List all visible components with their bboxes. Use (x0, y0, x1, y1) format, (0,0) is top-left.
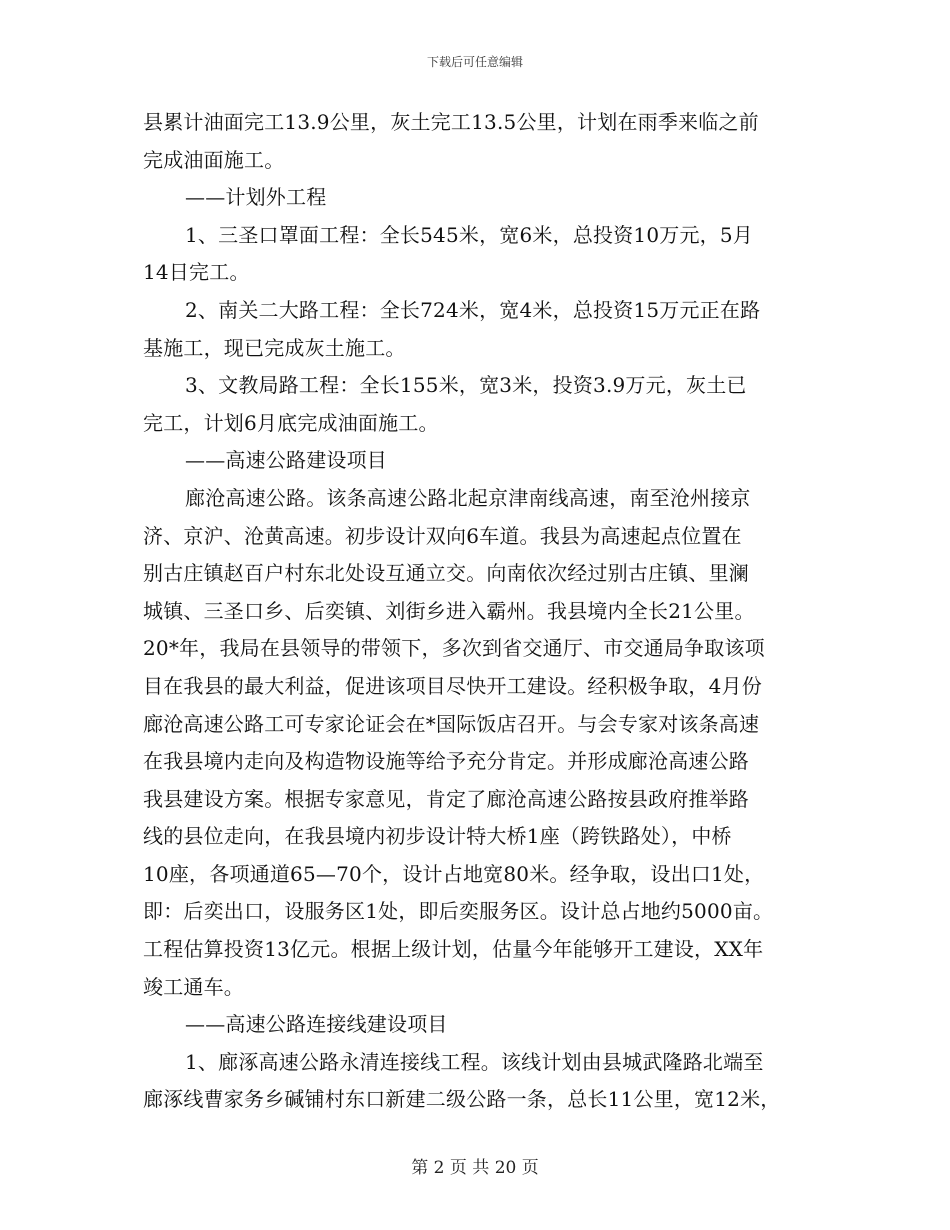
section-heading: ——高速公路连接线建设项目 (185, 1012, 448, 1037)
text-line: 完成油面施工。 (143, 147, 285, 172)
text-line: 1、廊涿高速公路永清连接线工程。该线计划由县城武隆路北端至 (185, 1049, 764, 1074)
text-line: 廊沧高速公路工可专家论证会在*国际饭店召开。与会专家对该条高速 (143, 711, 760, 736)
section-heading: ——高速公路建设项目 (185, 448, 387, 473)
text-line: 2、南关二大路工程：全长724米，宽4米，总投资15万元正在路 (185, 297, 761, 322)
text-line: 竣工通车。 (143, 974, 244, 999)
text-line: 别古庄镇赵百户村东北处设互通立交。向南依次经过别古庄镇、里澜 (143, 561, 749, 586)
text-line: 即：后奕出口，设服务区1处，即后奕服务区。设计总占地约5000亩。 (143, 899, 774, 924)
text-line: 完工，计划6月底完成油面施工。 (143, 410, 439, 435)
text-line: 工程估算投资13亿元。根据上级计划，估量今年能够开工建设，XX年 (143, 937, 764, 962)
page-header: 下载后可任意编辑 (426, 55, 523, 69)
document-body (143, 104, 833, 1119)
text-line: 廊沧高速公路。该条高速公路北起京津南线高速，南至沧州接京 (185, 485, 751, 510)
text-line: 廊涿线曹家务乡碱铺村东口新建二级公路一条，总长11公里，宽12米， (143, 1087, 781, 1112)
text-line: 1、三圣口罩面工程：全长545米，宽6米，总投资10万元，5月 (185, 222, 753, 247)
text-line: 基施工，现已完成灰土施工。 (143, 335, 406, 360)
text-line: 10座，各项通道65—70个，设计占地宽80米。经争取，设出口1处， (143, 861, 765, 886)
text-line: 目在我县的最大利益，促进该项目尽快开工建设。经积极争取，4月份 (143, 673, 762, 698)
text-line: 线的县位走向，在我县境内初步设计特大桥1座（跨铁路处），中桥 (143, 824, 732, 849)
text-line: 14日完工。 (143, 260, 250, 285)
section-heading: ——计划外工程 (185, 185, 327, 210)
text-line: 20*年，我局在县领导的带领下，多次到省交通厅、市交通局争取该项 (143, 636, 765, 661)
text-line: 我县建设方案。根据专家意见，肯定了廊沧高速公路按县政府推举路 (143, 786, 749, 811)
page-footer: 第 2 页 共 20 页 (411, 1158, 539, 1178)
text-line: 济、京沪、沧黄高速。初步设计双向6车道。我县为高速起点位置在 (143, 523, 742, 548)
text-line: 城镇、三圣口乡、后奕镇、刘街乡进入霸州。我县境内全长21公里。 (143, 598, 755, 623)
text-line: 在我县境内走向及构造物设施等给予充分肯定。并形成廊沧高速公路 (143, 749, 749, 774)
text-line: 3、文教局路工程：全长155米，宽3米，投资3.9万元，灰土已 (185, 373, 747, 398)
text-line: 县累计油面完工13.9公里，灰土完工13.5公里，计划在雨季来临之前 (143, 110, 759, 134)
